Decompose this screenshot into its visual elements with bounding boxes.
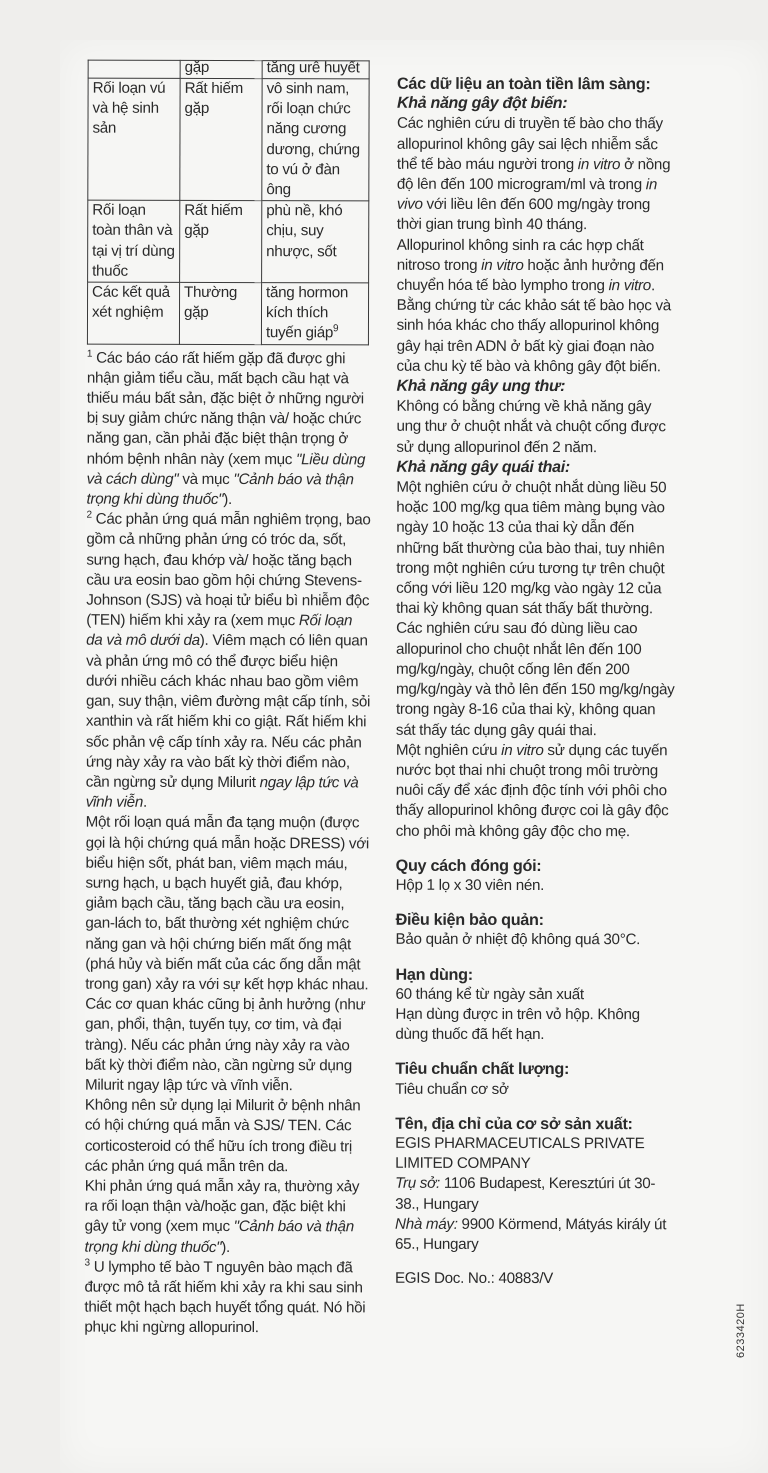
- teratogenicity-paragraph-2: [396, 740, 676, 842]
- footnote-text: Khi phản ứng quá mẫn xảy ra, thường xảy ra rối loạn thận và/hoặc gan, đặc biệt khi gây tử vong (xem mục: [84, 1177, 360, 1236]
- body-text: .: [650, 277, 655, 295]
- footnote-text: và mục: [178, 470, 234, 488]
- body-text: hoặc ảnh hưởng đến chuyển hóa tế bào lympho trong: [396, 256, 664, 295]
- storage-text: Bảo quản ở nhiệt độ không quá 30°C.: [395, 931, 641, 949]
- address-text: 1106 Budapest, Keresztúri út 30-38., Hungary: [395, 1175, 656, 1213]
- footnote-text: ).: [221, 1238, 231, 1256]
- frequency-cell: Rất hiếm gặp: [180, 78, 262, 200]
- packaging-heading: Quy cách đóng gói:: [395, 856, 542, 875]
- footnotes: [84, 348, 373, 1339]
- footnote-2: [86, 510, 373, 814]
- table-row: [88, 200, 369, 283]
- body-text: với liều lên đến 600 mg/ngày trong thời gian trung bình 40 tháng.: [396, 196, 651, 234]
- packaging-text: Hộp 1 lọ x 30 viên nén.: [395, 876, 545, 894]
- footnote-text: Các phản ứng quá mẫn nghiêm trọng, bao gồm cả những phản ứng có tróc da, sốt, sưng hạch, đau khớp và/ hoặc tăng bạch cầu ưa eosin bao gồm hội chứng Stevens-Johnson (SJS) và hoại tử biểu bì nhiễm độc (TEN) hiếm khi xảy ra (xem mục: [86, 510, 371, 630]
- factory-address: [395, 1215, 675, 1256]
- renal-hepatic-paragraph: [85, 1177, 371, 1259]
- preclinical-heading: Các dữ liệu an toàn tiền lâm sàng:: [397, 74, 651, 94]
- table-row: [87, 282, 368, 344]
- side-print-code: 6233420H: [735, 1303, 747, 1358]
- carcinogenicity-paragraph: Không có bằng chứng về khả năng gây ung thư ở chuột nhắt và chuột cống được sử dụng allopurinol đến 2 năm.: [396, 398, 666, 456]
- footnote-text: ).: [223, 491, 232, 509]
- body-text: Allopurinol không sinh ra các hợp chất nitroso trong: [396, 236, 644, 274]
- effect-cell: tăng urê huyết: [262, 61, 369, 79]
- italic-term: in vitro: [481, 256, 524, 274]
- footnote-1: [86, 348, 372, 510]
- effect-text: tăng hormon kích thích tuyến giáp: [265, 284, 349, 342]
- footnote-ref: 9: [333, 323, 339, 335]
- mutagenicity-paragraph-2: [397, 235, 677, 296]
- address-text: 9900 Körmend, Mátyás király út 65., Hungary: [395, 1215, 667, 1253]
- body-text: Các nghiên cứu di truyền tế bào cho thấy allopurinol không gây sai lệch nhiễm sắc thể tế bào máu người trong: [396, 115, 663, 173]
- manufacturer-name: EGIS PHARMACEUTICALS PRIVATE LIMITED COMPANY: [395, 1134, 645, 1173]
- frequency-cell: Thường gặp: [179, 282, 261, 344]
- footnote-number: 1: [86, 348, 93, 360]
- effect-cell: vô sinh nam, rối loạn chức năng cương dương, chứng to vú ở đàn ông: [262, 79, 369, 201]
- italic-term: in vivo: [396, 176, 658, 214]
- organ-cell: Rối loạn vú và hệ sinh sản: [88, 78, 180, 200]
- organ-cell: Rối loạn toàn thân và tại vị trí dùng thuốc: [88, 200, 180, 282]
- footnote-text: U lympho tế bào T nguyên bào mạch đã được mô tả rất hiếm khi xảy ra khi sau sinh thiết một hạch bạch huyết tổng quát. Nó hồi phục khi ngừng allopurinol.: [84, 1258, 366, 1337]
- footnote-3: [84, 1257, 370, 1339]
- organ-cell: [88, 60, 180, 78]
- reuse-paragraph: Không nên sử dụng lại Milurit ở bệnh nhân có hội chứng quá mẫn và SJS/ TEN. Các corticosteroid có thể hữu ích trong điều trị các phản ứng quá mẫn trên da.: [84, 1096, 361, 1175]
- shelf-life-note: Hạn dùng được in trên vỏ hộp. Không dùng thuốc đã hết hạn.: [395, 1005, 640, 1044]
- right-column: [395, 74, 677, 1290]
- table-row: [88, 60, 369, 79]
- dress-paragraph: Một rối loạn quá mẫn đa tạng muộn (được gọi là hội chứng quá mẫn hoặc DRESS) với biểu hiện sốt, phát ban, viêm mạch máu, sưng hạch, u bạch huyết giả, đau khớp, giảm bạch cầu, tăng bạch cầu ưa eosin, gan-lách to, bất thường xét nghiệm chức năng gan và hội chứng biến mất ống mật (phá hủy và biến mất của các ống dẫn mật trong gan) xảy ra với sự kết hợp khác nhau. Các cơ quan khác cũng bị ảnh hưởng (như gan, phổi, thận, tuyến tụy, cơ tim, và đại tràng). Nếu các phản ứng này xảy ra vào bất kỳ thời điểm nào, cần ngừng sử dụng Milurit ngay lập tức và vĩnh viễn.: [84, 813, 369, 1095]
- section-reference: Rối loạn da và mô dưới da: [86, 612, 353, 650]
- italic-term: in vitro: [501, 741, 544, 759]
- side-effects-table: [87, 60, 370, 345]
- body-text: sử dụng các tuyến nước bọt thai nhi chuột trong môi trường nuôi cấy để xác định độc tính với phôi cho thấy allopurinol không được coi là gây độc cho phôi mà không gây độc cho mẹ.: [395, 741, 669, 840]
- shelf-life-text: 60 tháng kể từ ngày sản xuất: [395, 985, 584, 1003]
- emphasis-text: ngay lập tức và vĩnh viễn: [85, 773, 359, 811]
- mutagenicity-heading: Khả năng gây đột biến:: [396, 94, 568, 113]
- left-column: [84, 60, 373, 1339]
- mutagenicity-paragraph-3: Bằng chứng từ các khảo sát tế bào học và sinh hóa khác cho thấy allopurinol không gây hại trên ADN ở bất kỳ giai đoạn nào của chu kỳ tế bào và không gây đột biến.: [396, 296, 671, 376]
- body-text: ở nồng độ lên đến 100 microgram/ml và trong: [396, 155, 671, 194]
- body-text: Một nghiên cứu: [395, 741, 502, 759]
- teratogenicity-heading: Khả năng gây quái thai:: [396, 458, 570, 476]
- footnote-number: 3: [84, 1257, 90, 1269]
- footnote-text: ). Viêm mạch có liên quan và phản ứng mô có thể được biểu hiện dưới nhiều cách khác nhau bao gồm viêm gan, suy thận, viêm đường mật cấp tính, sỏi xanthin và rất hiếm khi co giật. Rất hiếm khi sốc phản vệ cấp tính xảy ra. Nếu các phản ứng này xảy ra vào bất kỳ thời điểm nào, cần ngừng sử dụng Milurit: [85, 632, 371, 791]
- carcinogenicity-heading: Khả năng gây ung thư:: [396, 377, 566, 396]
- teratogenicity-paragraph-1: Một nghiên cứu ở chuột nhắt dùng liều 50 hoặc 100 mg/kg qua tiêm màng bụng vào ngày 10 hoặc 13 của thai kỳ dẫn đến những bất thường của bào thai, tuy nhiên trong một nghiên cứu tương tự trên chuột cống với liều 120 mg/kg vào ngày 12 của thai kỳ không quan sát thấy bất thường. Các nghiên cứu sau đó dùng liều cao allopurinol cho chuột nhắt lên đến 100 mg/kg/ngày, chuột cống lên đến 200 mg/kg/ngày và thỏ lên đến 150 mg/kg/ngày trong ngày 8-16 của thai kỳ, không quan sát thấy tác dụng gây quái thai.: [395, 478, 675, 739]
- effect-cell: [261, 283, 368, 345]
- quality-standard-text: Tiêu chuẩn cơ sở: [395, 1080, 509, 1098]
- frequency-cell: gặp: [180, 60, 262, 78]
- storage-heading: Điều kiện bảo quản:: [395, 910, 544, 930]
- address-label: Nhà máy:: [395, 1215, 458, 1233]
- italic-term: in vitro: [608, 277, 651, 295]
- table-row: [88, 78, 369, 201]
- mutagenicity-paragraph-1: [397, 114, 677, 236]
- shelf-life-heading: Hạn dùng:: [395, 965, 473, 984]
- section-reference: "Liều dùng và cách dùng": [86, 450, 366, 488]
- footnote-text: Các báo cáo rất hiếm gặp đã được ghi nhận giảm tiểu cầu, mất bạch cầu hạt và thiếu máu bất sản, đặc biệt ở những người bị suy giảm chức năng thận và/ hoặc chức năng gan, cần phải đặc biệt thận trọng ở nhóm bệnh nhân này (xem mục: [86, 349, 364, 468]
- section-reference: "Cảnh báo và thận trọng khi dùng thuốc": [84, 1218, 354, 1256]
- effect-cell: phù nề, khó chịu, suy nhược, sốt: [262, 201, 369, 283]
- organ-cell: Các kết quả xét nghiệm: [87, 282, 179, 344]
- manufacturer-heading: Tên, địa chỉ của cơ sở sản xuất:: [395, 1114, 633, 1133]
- address-label: Trụ sở:: [395, 1175, 440, 1193]
- quality-standard-heading: Tiêu chuẩn chất lượng:: [395, 1060, 570, 1079]
- italic-term: in vitro: [577, 155, 621, 173]
- footnote-text: .: [142, 793, 147, 811]
- office-address: [395, 1174, 675, 1215]
- section-reference: "Cảnh báo và thận trọng khi dùng thuốc": [86, 470, 354, 509]
- document-number: EGIS Doc. No.: 40883/V: [394, 1269, 553, 1288]
- frequency-cell: Rất hiếm gặp: [180, 201, 262, 283]
- footnote-number: 2: [86, 509, 92, 521]
